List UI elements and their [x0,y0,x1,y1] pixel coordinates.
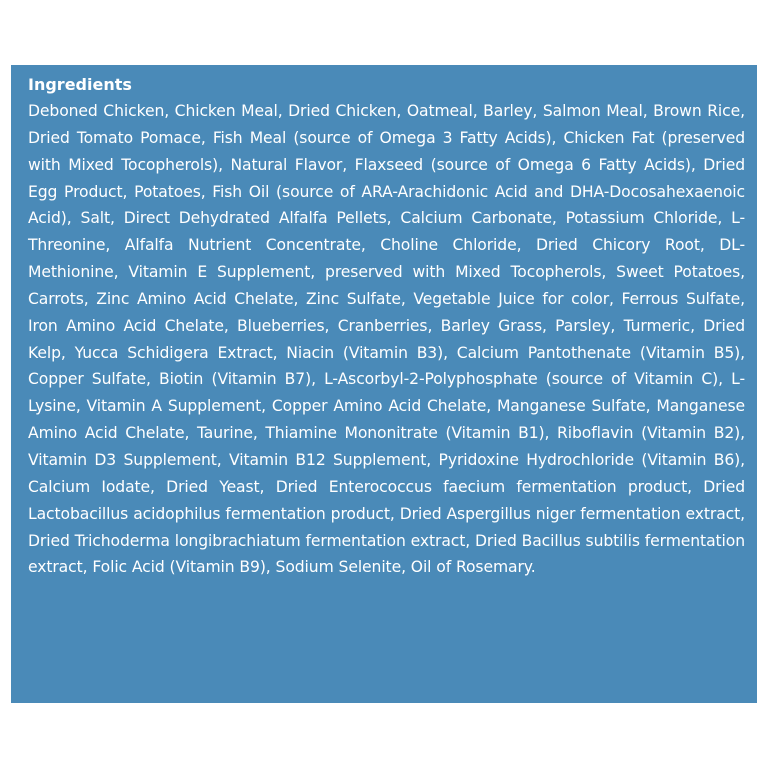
ingredients-panel [11,65,757,703]
ingredients-list: Deboned Chicken, Chicken Meal, Dried Chicken, Oatmeal, Barley, Salmon Meal, Brown Rice, Dried Tomato Pomace, Fish Meal (source of Omega 3 Fatty Acids), Chicken Fat (preserved with Mixed Tocopherols), Natural Flavor, Flaxseed (source of Omega 6 Fatty Acids), Dried Egg Product, Potatoes, Fish Oil (source of ARA-Arachidonic Acid and DHA-Docosahexaenoic Acid), Salt, Direct Dehydrated Alfalfa Pellets, Calcium Carbonate, Potassium Chloride, L-Threonine, Alfalfa Nutrient Concentrate, Choline Chloride, Dried Chicory Root, DL-Methionine, Vitamin E Supplement, preserved with Mixed Tocopherols, Sweet Potatoes, Carrots, Zinc Amino Acid Chelate, Zinc Sulfate, Vegetable Juice for color, Ferrous Sulfate, Iron Amino Acid Chelate, Blueberries, Cranberries, Barley Grass, Parsley, Turmeric, Dried Kelp, Yucca Schidigera Extract, Niacin (Vitamin B3), Calcium Pantothenate (Vitamin B5), Copper Sulfate, Biotin (Vitamin B7), L-Ascorbyl-2-Polyphosphate (source of Vitamin C), L-Lysine, Vitamin A Supplement, Copper Amino Acid Chelate, Manganese Sulfate, Manganese Amino Acid Chelate, Taurine, Thiamine Mononitrate (Vitamin B1), Riboflavin (Vitamin B2), Vitamin D3 Supplement, Vitamin B12 Supplement, Pyridoxine Hydrochloride (Vitamin B6), Calcium Iodate, Dried Yeast, Dried Enterococcus faecium fermentation product, Dried Lactobacillus acidophilus fermentation product, Dried Aspergillus niger fermentation extract, Dried Trichoderma longibrachiatum fermentation extract, Dried Bacillus subtilis fermentation extract, Folic Acid (Vitamin B9), Sodium Selenite, Oil of Rosemary. [28,102,745,577]
ingredients-heading: Ingredients [28,75,132,94]
